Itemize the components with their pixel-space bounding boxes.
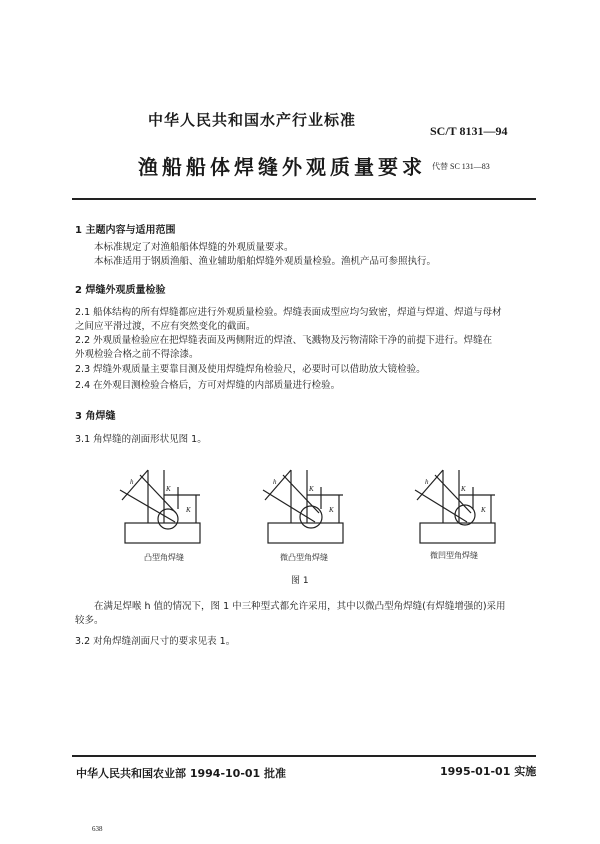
fillet-weld-convex-drawing bbox=[120, 470, 200, 543]
effective-date: 1995-01-01 实施 bbox=[440, 765, 537, 778]
figure-caption-slightly-convex: 微凸型角焊缝 bbox=[280, 553, 328, 562]
fillet-weld-slightly-convex-drawing bbox=[263, 470, 343, 543]
page-number: 638 bbox=[92, 825, 103, 833]
figure-note-cont: 较多。 bbox=[75, 615, 104, 626]
throat-h-label: h bbox=[130, 478, 134, 486]
section-1-paragraph: 本标准规定了对渔船船体焊缝的外观质量要求。 bbox=[94, 242, 294, 253]
section-2-heading: 2 焊缝外观质量检验 bbox=[75, 285, 166, 296]
leg-k-label: K bbox=[329, 506, 334, 514]
approval-info: 中华人民共和国农业部 1994-10-01 批准 bbox=[76, 767, 287, 780]
figure-label: 图 1 bbox=[291, 576, 309, 586]
section-1-heading: 1 主题内容与适用范围 bbox=[75, 225, 176, 236]
leg-k-label: K bbox=[166, 485, 171, 493]
section-3-heading: 3 角焊缝 bbox=[75, 411, 116, 422]
throat-h-label: h bbox=[425, 478, 429, 486]
clause-2-2-cont: 外观检验合格之前不得涂漆。 bbox=[75, 349, 199, 360]
figure-caption-convex: 凸型角焊缝 bbox=[144, 553, 184, 562]
clause-3-2: 3.2 对角焊缝剖面尺寸的要求见表 1。 bbox=[75, 636, 236, 647]
clause-3-1: 3.1 角焊缝的剖面形状见图 1。 bbox=[75, 434, 207, 445]
clause-2-2: 2.2 外观质量检验应在把焊缝表面及两侧附近的焊渣、飞溅物及污物清除干净的前提下进行。焊缝在 bbox=[75, 335, 493, 346]
figure-1-drawings bbox=[100, 465, 520, 550]
clause-2-1: 2.1 船体结构的所有焊缝都应进行外观质量检验。焊缝表面成型应均匀致密，焊道与焊道、焊道与母材 bbox=[75, 307, 502, 318]
figure-note: 在满足焊喉 h 值的情况下，图 1 中三种型式都允许采用，其中以微凸型角焊缝(有焊缝增强的)采用 bbox=[94, 601, 506, 612]
throat-h-label: h bbox=[273, 478, 277, 486]
leg-k-label: K bbox=[481, 506, 486, 514]
clause-2-1-cont: 之间应平滑过渡，不应有突然变化的截面。 bbox=[75, 321, 256, 332]
replaces-standard: 代替 SC 131—83 bbox=[432, 162, 490, 171]
leg-k-label: K bbox=[186, 506, 191, 514]
clause-2-3: 2.3 焊缝外观质量主要靠目测及使用焊缝焊角检验尺，必要时可以借助放大镜检验。 bbox=[75, 364, 426, 375]
figure-caption-slightly-concave: 微凹型角焊缝 bbox=[430, 551, 478, 560]
leg-k-label: K bbox=[461, 485, 466, 493]
clause-2-4: 2.4 在外观目测检验合格后，方可对焊缝的内部质量进行检验。 bbox=[75, 380, 341, 391]
issuing-standard-heading: 中华人民共和国水产行业标准 bbox=[148, 111, 357, 129]
section-1-paragraph: 本标准适用于钢质渔船、渔业辅助船舶焊缝外观质量检验。渔机产品可参照执行。 bbox=[94, 256, 437, 267]
leg-k-label: K bbox=[309, 485, 314, 493]
document-title: 渔船船体焊缝外观质量要求 bbox=[138, 155, 426, 179]
footer-rule bbox=[72, 755, 536, 757]
fillet-weld-slightly-concave-drawing bbox=[415, 470, 495, 543]
header-rule bbox=[72, 198, 536, 200]
standard-code: SC/T 8131—94 bbox=[430, 124, 508, 138]
